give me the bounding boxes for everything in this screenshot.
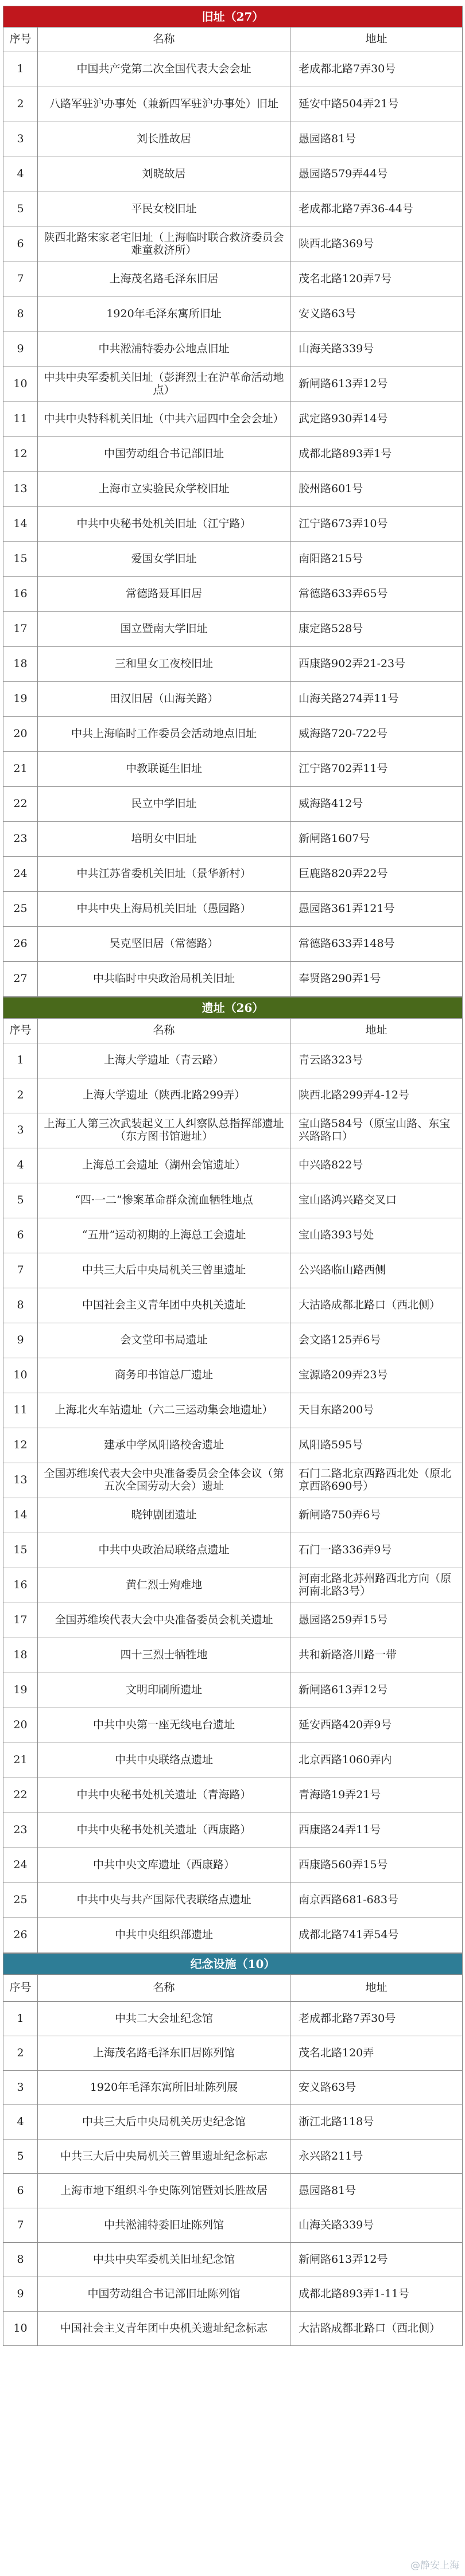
header-name: 名称 — [38, 1019, 290, 1043]
row-index: 9 — [3, 332, 38, 367]
row-address: 宝山路584号（原宝山路、东宝兴路路口） — [290, 1113, 463, 1148]
row-name: 爱国女学旧址 — [38, 542, 290, 577]
table-row — [3, 1883, 463, 1918]
row-index: 7 — [3, 1253, 38, 1288]
row-address: 江宁路673弄10号 — [290, 507, 463, 542]
row-index: 11 — [3, 1393, 38, 1428]
section-band — [3, 6, 463, 28]
row-index: 1 — [3, 2002, 38, 2036]
row-address: 胶州路601号 — [290, 472, 463, 507]
row-address: 石门二路北京西路西北处（原北京西路690号） — [290, 1463, 463, 1498]
row-index: 24 — [3, 1848, 38, 1883]
row-index: 19 — [3, 1673, 38, 1708]
row-index: 14 — [3, 507, 38, 542]
row-name: 中国社会主义青年团中央机关遗址纪念标志 — [38, 2312, 290, 2346]
table-row — [3, 87, 463, 122]
row-address: 大沽路成都北路口（西北侧） — [290, 1288, 463, 1323]
row-index: 2 — [3, 87, 38, 122]
row-address: 成都北路893弄1号 — [290, 437, 463, 472]
row-index: 3 — [3, 1113, 38, 1148]
table-row — [3, 2071, 463, 2105]
row-name: 中共二大会址纪念馆 — [38, 2002, 290, 2036]
section-band — [3, 997, 463, 1019]
table-row — [3, 1323, 463, 1358]
row-name: 黄仁烈士殉难地 — [38, 1568, 290, 1603]
row-index: 10 — [3, 1358, 38, 1393]
row-name: 常德路聂耳旧居 — [38, 577, 290, 612]
row-address: 南京西路681-683号 — [290, 1883, 463, 1918]
row-address: 大沽路成都北路口（西北侧） — [290, 2312, 463, 2346]
row-name: 1920年毛泽东寓所旧址陈列展 — [38, 2071, 290, 2105]
table-row — [3, 927, 463, 962]
table-row — [3, 297, 463, 332]
header-address: 地址 — [290, 28, 463, 52]
row-address: 成都北路893弄1-11号 — [290, 2277, 463, 2312]
row-name: 国立暨南大学旧址 — [38, 612, 290, 647]
row-name: 中共中央上海局机关旧址（愚园路） — [38, 892, 290, 927]
row-index: 24 — [3, 857, 38, 892]
row-address: 延安西路420弄9号 — [290, 1708, 463, 1743]
header-name: 名称 — [38, 1975, 290, 2002]
row-index: 12 — [3, 437, 38, 472]
row-name: 文明印刷所遗址 — [38, 1673, 290, 1708]
row-name: 培明女中旧址 — [38, 822, 290, 857]
row-name: 三和里女工夜校旧址 — [38, 647, 290, 682]
row-address: 共和新路洛川路一带 — [290, 1638, 463, 1673]
row-address: 南阳路215号 — [290, 542, 463, 577]
row-name: 田汉旧居（山海关路） — [38, 682, 290, 717]
table-row — [3, 1043, 463, 1078]
row-name: 全国苏维埃代表大会中央准备委员会机关遗址 — [38, 1603, 290, 1638]
table-row — [3, 52, 463, 87]
row-index: 16 — [3, 1568, 38, 1603]
row-address: 青云路323号 — [290, 1043, 463, 1078]
row-address: 宝源路209弄23号 — [290, 1358, 463, 1393]
row-name: 中国共产党第二次全国代表大会会址 — [38, 52, 290, 87]
table-row — [3, 1358, 463, 1393]
row-address: 威海路720-722号 — [290, 717, 463, 752]
row-name: 中共江苏省委机关旧址（景华新村） — [38, 857, 290, 892]
row-address: 愚园路361弄121号 — [290, 892, 463, 927]
table-row — [3, 2312, 463, 2346]
row-index: 6 — [3, 227, 38, 262]
table-row — [3, 437, 463, 472]
table-row — [3, 122, 463, 157]
table-row — [3, 1533, 463, 1568]
row-address: 青海路19弄21号 — [290, 1778, 463, 1813]
table-row — [3, 2036, 463, 2071]
table-row — [3, 2208, 463, 2243]
header-index: 序号 — [3, 1975, 38, 2002]
row-address: 茂名北路120弄 — [290, 2036, 463, 2071]
table-row — [3, 192, 463, 227]
row-index: 18 — [3, 1638, 38, 1673]
row-address: 北京西路1060弄内 — [290, 1743, 463, 1778]
row-address: 会文路125弄6号 — [290, 1323, 463, 1358]
row-name: 上海市地下组织斗争史陈列馆暨刘长胜故居 — [38, 2174, 290, 2208]
row-name: 上海茂名路毛泽东旧居 — [38, 262, 290, 297]
row-name: 上海总工会遗址（湖州会馆遗址） — [38, 1148, 290, 1183]
table-row — [3, 1253, 463, 1288]
row-index: 12 — [3, 1428, 38, 1463]
row-name: 上海茂名路毛泽东旧居陈列馆 — [38, 2036, 290, 2071]
row-address: 山海关路274弄11号 — [290, 682, 463, 717]
row-index: 1 — [3, 52, 38, 87]
section-title: 纪念设施（10） — [3, 1954, 463, 1975]
row-index: 2 — [3, 1078, 38, 1113]
row-address: 江宁路702弄11号 — [290, 752, 463, 787]
section-table — [3, 1953, 463, 2346]
row-index: 21 — [3, 752, 38, 787]
table-row — [3, 1568, 463, 1603]
row-name: 会文堂印书局遗址 — [38, 1323, 290, 1358]
table-row — [3, 1498, 463, 1533]
row-index: 3 — [3, 2071, 38, 2105]
row-index: 14 — [3, 1498, 38, 1533]
row-address: 愚园路259弄15号 — [290, 1603, 463, 1638]
row-index: 20 — [3, 717, 38, 752]
row-index: 5 — [3, 1183, 38, 1218]
row-name: 晓钟剧团遗址 — [38, 1498, 290, 1533]
row-index: 11 — [3, 402, 38, 437]
row-address: 老成都北路7弄30号 — [290, 52, 463, 87]
table-row — [3, 1393, 463, 1428]
row-name: 中国劳动组合书记部旧址 — [38, 437, 290, 472]
row-index: 16 — [3, 577, 38, 612]
row-address: 西康路560弄15号 — [290, 1848, 463, 1883]
row-name: 中共中央联络点遗址 — [38, 1743, 290, 1778]
row-address: 宝山路393号处 — [290, 1218, 463, 1253]
watermark: @静安上海 — [410, 2560, 459, 2571]
row-address: 西康路24弄11号 — [290, 1813, 463, 1848]
table-row — [3, 367, 463, 402]
row-address: 山海关路339号 — [290, 2208, 463, 2243]
heritage-tables — [0, 6, 465, 2346]
table-row — [3, 1428, 463, 1463]
table-row — [3, 682, 463, 717]
row-address: 康定路528号 — [290, 612, 463, 647]
table-row — [3, 577, 463, 612]
row-address: 成都北路741弄54号 — [290, 1918, 463, 1953]
row-name: 陕西北路宋家老宅旧址（上海临时联合救济委员会难童救济所） — [38, 227, 290, 262]
row-address: 新闸路613弄12号 — [290, 1673, 463, 1708]
row-name: 吴克坚旧居（常德路） — [38, 927, 290, 962]
table-row — [3, 507, 463, 542]
row-name: 中共三大后中央局机关三曾里遗址纪念标志 — [38, 2139, 290, 2174]
row-index: 25 — [3, 892, 38, 927]
table-row — [3, 717, 463, 752]
table-row — [3, 2139, 463, 2174]
table-header-row — [3, 28, 463, 52]
row-name: 中共中央军委机关旧址（彭湃烈士在沪革命活动地点） — [38, 367, 290, 402]
table-row — [3, 542, 463, 577]
table-row — [3, 1638, 463, 1673]
table-row — [3, 227, 463, 262]
row-name: “四·一二”惨案革命群众流血牺牲地点 — [38, 1183, 290, 1218]
table-row — [3, 2105, 463, 2139]
table-row — [3, 262, 463, 297]
row-name: 中共中央与共产国际代表联络点遗址 — [38, 1883, 290, 1918]
row-name: “五卅”运动初期的上海总工会遗址 — [38, 1218, 290, 1253]
table-row — [3, 647, 463, 682]
header-index: 序号 — [3, 1019, 38, 1043]
table-row — [3, 472, 463, 507]
row-address: 安义路63号 — [290, 2071, 463, 2105]
header-address: 地址 — [290, 1975, 463, 2002]
table-header-row — [3, 1975, 463, 2002]
row-name: 中共三大后中央局机关历史纪念馆 — [38, 2105, 290, 2139]
row-name: 中共淞浦特委旧址陈列馆 — [38, 2208, 290, 2243]
row-address: 常德路633弄65号 — [290, 577, 463, 612]
row-index: 8 — [3, 1288, 38, 1323]
row-index: 4 — [3, 1148, 38, 1183]
row-address: 威海路412号 — [290, 787, 463, 822]
table-row — [3, 822, 463, 857]
row-index: 5 — [3, 2139, 38, 2174]
row-name: 1920年毛泽东寓所旧址 — [38, 297, 290, 332]
row-index: 13 — [3, 1463, 38, 1498]
row-address: 愚园路579弄44号 — [290, 157, 463, 192]
row-address: 陕西北路369号 — [290, 227, 463, 262]
row-index: 26 — [3, 927, 38, 962]
row-index: 20 — [3, 1708, 38, 1743]
header-address: 地址 — [290, 1019, 463, 1043]
row-name: 中共上海临时工作委员会活动地点旧址 — [38, 717, 290, 752]
table-row — [3, 2002, 463, 2036]
row-name: 中共中央秘书处机关遗址（西康路） — [38, 1813, 290, 1848]
table-row — [3, 2243, 463, 2277]
table-row — [3, 1918, 463, 1953]
table-row — [3, 332, 463, 367]
row-index: 18 — [3, 647, 38, 682]
table-row — [3, 1743, 463, 1778]
header-name: 名称 — [38, 28, 290, 52]
row-name: 商务印书馆总厂遗址 — [38, 1358, 290, 1393]
row-address: 新闸路750弄6号 — [290, 1498, 463, 1533]
row-address: 公兴路临山路西侧 — [290, 1253, 463, 1288]
row-index: 22 — [3, 787, 38, 822]
row-name: 中共三大后中央局机关三曾里遗址 — [38, 1253, 290, 1288]
row-address: 山海关路339号 — [290, 332, 463, 367]
row-address: 老成都北路7弄36-44号 — [290, 192, 463, 227]
row-name: 上海工人第三次武装起义工人纠察队总指挥部遗址（东方图书馆遗址） — [38, 1113, 290, 1148]
table-header-row — [3, 1019, 463, 1043]
table-row — [3, 1113, 463, 1148]
table-row — [3, 962, 463, 997]
table-row — [3, 1463, 463, 1498]
row-address: 新闸路1607号 — [290, 822, 463, 857]
row-index: 6 — [3, 2174, 38, 2208]
row-index: 17 — [3, 1603, 38, 1638]
table-row — [3, 157, 463, 192]
row-index: 13 — [3, 472, 38, 507]
row-index: 26 — [3, 1918, 38, 1953]
row-address: 永兴路211号 — [290, 2139, 463, 2174]
row-address: 石门一路336弄9号 — [290, 1533, 463, 1568]
row-name: 中共淞浦特委办公地点旧址 — [38, 332, 290, 367]
table-row — [3, 2174, 463, 2208]
row-name: 八路军驻沪办事处（兼新四军驻沪办事处）旧址 — [38, 87, 290, 122]
section-title: 遗址（26） — [3, 997, 463, 1019]
row-name: 刘长胜故居 — [38, 122, 290, 157]
row-index: 22 — [3, 1778, 38, 1813]
row-name: 全国苏维埃代表大会中央准备委员会全体会议（第五次全国劳动大会）遗址 — [38, 1463, 290, 1498]
row-index: 4 — [3, 2105, 38, 2139]
row-name: 上海北火车站遗址（六二三运动集会地遗址） — [38, 1393, 290, 1428]
table-row — [3, 2277, 463, 2312]
row-address: 新闸路613弄12号 — [290, 2243, 463, 2277]
row-index: 15 — [3, 1533, 38, 1568]
table-row — [3, 892, 463, 927]
row-name: 中共中央秘书处机关遗址（青海路） — [38, 1778, 290, 1813]
table-row — [3, 1603, 463, 1638]
row-index: 10 — [3, 367, 38, 402]
row-index: 2 — [3, 2036, 38, 2071]
row-index: 23 — [3, 822, 38, 857]
row-name: 民立中学旧址 — [38, 787, 290, 822]
row-name: 建承中学凤阳路校舍遗址 — [38, 1428, 290, 1463]
row-name: 中共中央秘书处机关旧址（江宁路） — [38, 507, 290, 542]
row-index: 21 — [3, 1743, 38, 1778]
row-index: 15 — [3, 542, 38, 577]
row-index: 9 — [3, 1323, 38, 1358]
row-index: 9 — [3, 2277, 38, 2312]
row-address: 新闸路613弄12号 — [290, 367, 463, 402]
table-row — [3, 1288, 463, 1323]
row-index: 8 — [3, 2243, 38, 2277]
row-name: 中共临时中央政治局机关旧址 — [38, 962, 290, 997]
row-address: 河南北路北苏州路西北方向（原河南北路3号） — [290, 1568, 463, 1603]
row-index: 7 — [3, 2208, 38, 2243]
row-index: 19 — [3, 682, 38, 717]
row-name: 中国劳动组合书记部旧址陈列馆 — [38, 2277, 290, 2312]
row-index: 8 — [3, 297, 38, 332]
row-name: 中共中央组织部遗址 — [38, 1918, 290, 1953]
row-name: 上海大学遗址（青云路） — [38, 1043, 290, 1078]
table-row — [3, 857, 463, 892]
row-address: 武定路930弄14号 — [290, 402, 463, 437]
row-name: 四十三烈士牺牲地 — [38, 1638, 290, 1673]
row-index: 10 — [3, 2312, 38, 2346]
row-name: 中共中央文库遗址（西康路） — [38, 1848, 290, 1883]
row-address: 西康路902弄21-23号 — [290, 647, 463, 682]
row-index: 1 — [3, 1043, 38, 1078]
row-address: 巨鹿路820弄22号 — [290, 857, 463, 892]
row-name: 中共中央特科机关旧址（中共六届四中全会会址） — [38, 402, 290, 437]
row-name: 中教联诞生旧址 — [38, 752, 290, 787]
table-row — [3, 1218, 463, 1253]
row-address: 愚园路81号 — [290, 2174, 463, 2208]
table-row — [3, 1078, 463, 1113]
table-row — [3, 752, 463, 787]
row-address: 宝山路鸿兴路交叉口 — [290, 1183, 463, 1218]
row-address: 安义路63号 — [290, 297, 463, 332]
row-name: 上海大学遗址（陕西北路299弄） — [38, 1078, 290, 1113]
row-index: 27 — [3, 962, 38, 997]
row-address: 凤阳路595号 — [290, 1428, 463, 1463]
row-index: 17 — [3, 612, 38, 647]
table-row — [3, 402, 463, 437]
section-title: 旧址（27） — [3, 6, 463, 28]
row-address: 老成都北路7弄30号 — [290, 2002, 463, 2036]
row-address: 常德路633弄148号 — [290, 927, 463, 962]
table-row — [3, 1778, 463, 1813]
row-index: 5 — [3, 192, 38, 227]
table-row — [3, 1183, 463, 1218]
table-row — [3, 1673, 463, 1708]
row-address: 中兴路822号 — [290, 1148, 463, 1183]
table-row — [3, 1148, 463, 1183]
table-row — [3, 1813, 463, 1848]
row-name: 中共中央第一座无线电台遗址 — [38, 1708, 290, 1743]
row-index: 6 — [3, 1218, 38, 1253]
row-address: 延安中路504弄21号 — [290, 87, 463, 122]
row-address: 浙江北路118号 — [290, 2105, 463, 2139]
table-row — [3, 1708, 463, 1743]
header-index: 序号 — [3, 28, 38, 52]
row-address: 茂名北路120弄7号 — [290, 262, 463, 297]
row-index: 25 — [3, 1883, 38, 1918]
row-name: 上海市立实验民众学校旧址 — [38, 472, 290, 507]
row-index: 7 — [3, 262, 38, 297]
row-name: 中共中央政治局联络点遗址 — [38, 1533, 290, 1568]
table-row — [3, 612, 463, 647]
section-table — [3, 997, 463, 1953]
row-name: 平民女校旧址 — [38, 192, 290, 227]
row-index: 3 — [3, 122, 38, 157]
row-address: 天目东路200号 — [290, 1393, 463, 1428]
row-index: 4 — [3, 157, 38, 192]
row-name: 刘晓故居 — [38, 157, 290, 192]
row-address: 陕西北路299弄4-12号 — [290, 1078, 463, 1113]
section-table — [3, 6, 463, 997]
row-name: 中国社会主义青年团中央机关遗址 — [38, 1288, 290, 1323]
table-row — [3, 1848, 463, 1883]
row-name: 中共中央军委机关旧址纪念馆 — [38, 2243, 290, 2277]
table-row — [3, 787, 463, 822]
section-band — [3, 1954, 463, 1975]
row-address: 愚园路81号 — [290, 122, 463, 157]
row-index: 23 — [3, 1813, 38, 1848]
row-address: 奉贤路290弄1号 — [290, 962, 463, 997]
